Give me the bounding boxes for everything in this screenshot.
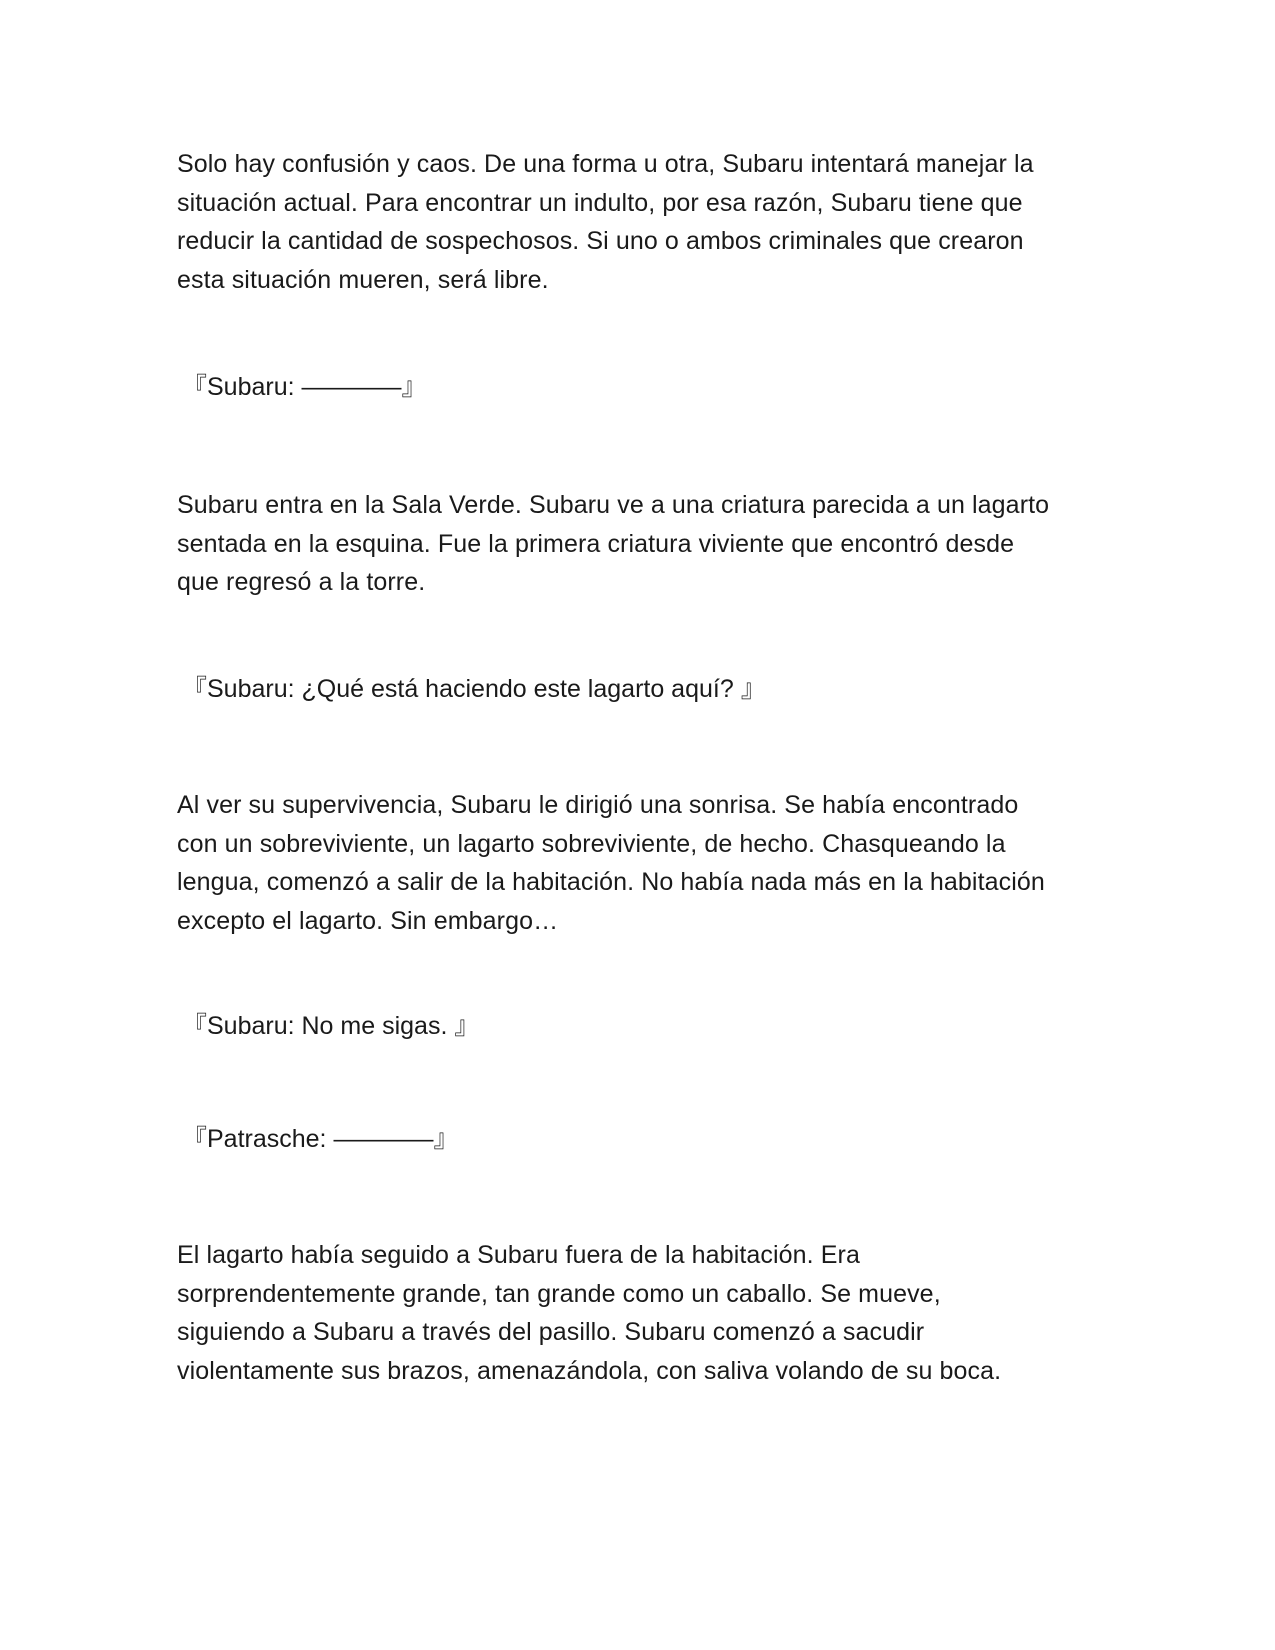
paragraph-3	[177, 786, 1097, 940]
paragraph-4	[177, 1236, 1097, 1390]
text-line: con un sobreviviente, un lagarto sobreviviente, de hecho. Chasqueando la	[177, 829, 1006, 858]
paragraph-2	[177, 486, 1097, 602]
text-line: siguiendo a Subaru a través del pasillo. Subaru comenzó a sacudir	[177, 1318, 925, 1346]
text-line: sorprendentemente grande, tan grande como un caballo. Se mueve,	[177, 1279, 941, 1308]
dialogue-line-2: 『Subaru: ¿Qué está haciendo este lagarto aquí? 』	[182, 675, 766, 703]
paragraph-1	[177, 145, 1097, 299]
text-line: sentada en la esquina. Fue la primera criatura viviente que encontró desde	[177, 529, 1015, 558]
text-line: Subaru entra en la Sala Verde. Subaru ve a una criatura parecida a un lagarto	[177, 491, 1050, 519]
dialogue-line-3: 『Subaru: No me sigas. 』	[182, 1012, 480, 1040]
dialogue-line-4: 『Patrasche: ————』	[182, 1125, 459, 1153]
dialogue-line-1: 『Subaru: ————』	[182, 373, 427, 401]
text-line: esta situación mueren, será libre.	[177, 265, 549, 294]
text-line: El lagarto había seguido a Subaru fuera de la habitación. Era	[177, 1241, 860, 1269]
text-line: violentamente sus brazos, amenazándola, con saliva volando de su boca.	[177, 1356, 1002, 1385]
text-line: Al ver su supervivencia, Subaru le dirigió una sonrisa. Se había encontrado	[177, 791, 1019, 819]
text-line: lengua, comenzó a salir de la habitación. No había nada más en la habitación	[177, 868, 1045, 896]
text-line: reducir la cantidad de sospechosos. Si uno o ambos criminales que crearon	[177, 227, 1024, 255]
text-line: que regresó a la torre.	[177, 568, 426, 596]
text-line: excepto el lagarto. Sin embargo…	[177, 906, 559, 935]
text-line: Solo hay confusión y caos. De una forma u otra, Subaru intentará manejar la	[177, 150, 1034, 178]
text-line: situación actual. Para encontrar un indulto, por esa razón, Subaru tiene que	[177, 188, 1023, 217]
